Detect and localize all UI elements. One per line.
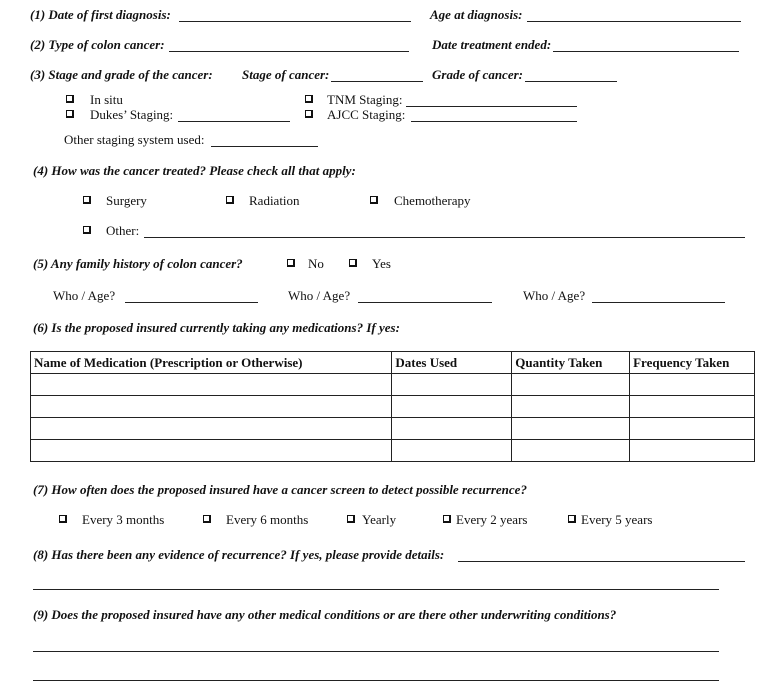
table-cell[interactable]: [31, 396, 392, 418]
surgery-label: Surgery: [106, 193, 147, 208]
dukes-staging-label: Dukes’ Staging:: [90, 107, 174, 122]
surgery-checkbox[interactable]: [83, 196, 91, 204]
every-3-months-checkbox[interactable]: [59, 515, 67, 523]
who-age-field-3[interactable]: [592, 302, 725, 303]
date-treatment-ended-label: Date treatment ended:: [432, 37, 552, 52]
who-age-label-3: Who / Age?: [523, 288, 586, 303]
table-cell[interactable]: [630, 418, 755, 440]
table-cell[interactable]: [392, 440, 512, 462]
medications-table: [30, 351, 755, 462]
table-header-row: [31, 352, 755, 374]
date-treatment-ended-field[interactable]: [553, 51, 739, 52]
recurrence-question: (8) Has there been any evidence of recurrence? If yes, please provide details:: [33, 547, 445, 562]
dukes-staging-checkbox[interactable]: [66, 110, 74, 118]
table-cell[interactable]: [31, 418, 392, 440]
radiation-label: Radiation: [249, 193, 300, 208]
other-conditions-question: (9) Does the proposed insured have any other medical conditions or are there other underwriting conditions?: [33, 607, 617, 622]
screening-question: (7) How often does the proposed insured have a cancer screen to detect possible recurrence?: [33, 482, 527, 497]
table-cell[interactable]: [512, 418, 630, 440]
radiation-checkbox[interactable]: [226, 196, 234, 204]
family-history-yes-label: Yes: [372, 256, 391, 271]
table-cell[interactable]: [630, 396, 755, 418]
yearly-checkbox[interactable]: [347, 515, 355, 523]
other-staging-label: Other staging system used:: [64, 132, 205, 147]
chemotherapy-label: Chemotherapy: [394, 193, 471, 208]
ajcc-staging-checkbox[interactable]: [305, 110, 313, 118]
every-2-years-checkbox[interactable]: [443, 515, 451, 523]
column-header: Dates Used: [392, 352, 512, 374]
family-history-question: (5) Any family history of colon cancer?: [33, 256, 243, 271]
table-cell[interactable]: [31, 374, 392, 396]
column-header: Frequency Taken: [630, 352, 755, 374]
table-cell[interactable]: [392, 396, 512, 418]
ajcc-staging-field[interactable]: [411, 121, 577, 122]
other-treatment-label: Other:: [106, 223, 140, 238]
every-5-years-checkbox[interactable]: [568, 515, 576, 523]
every-6-months-label: Every 6 months: [226, 512, 309, 527]
date-first-diagnosis-label: (1) Date of first diagnosis:: [30, 7, 171, 22]
every-6-months-checkbox[interactable]: [203, 515, 211, 523]
table-row: [31, 374, 755, 396]
treatment-question: (4) How was the cancer treated? Please check all that apply:: [33, 163, 356, 178]
table-cell[interactable]: [512, 396, 630, 418]
every-5-years-label: Every 5 years: [581, 512, 653, 527]
table-cell[interactable]: [630, 374, 755, 396]
cancer-type-field[interactable]: [169, 51, 409, 52]
column-header: Name of Medication (Prescription or Otherwise): [31, 352, 392, 374]
age-at-diagnosis-field[interactable]: [527, 21, 741, 22]
stage-field[interactable]: [331, 81, 423, 82]
table-cell[interactable]: [630, 440, 755, 462]
every-2-years-label: Every 2 years: [456, 512, 528, 527]
grade-label: Grade of cancer:: [432, 67, 523, 82]
age-at-diagnosis-label: Age at diagnosis:: [430, 7, 523, 22]
table-row: [31, 418, 755, 440]
date-first-diagnosis-field[interactable]: [179, 21, 411, 22]
in-situ-checkbox[interactable]: [66, 95, 74, 103]
who-age-field-1[interactable]: [125, 302, 258, 303]
chemotherapy-checkbox[interactable]: [370, 196, 378, 204]
tnm-staging-field[interactable]: [406, 106, 577, 107]
in-situ-label: In situ: [90, 92, 123, 107]
recurrence-details-field[interactable]: [458, 561, 745, 562]
table-row: [31, 440, 755, 462]
other-treatment-field[interactable]: [144, 237, 745, 238]
table-cell[interactable]: [392, 374, 512, 396]
grade-field[interactable]: [525, 81, 617, 82]
other-staging-field[interactable]: [211, 146, 318, 147]
stage-label: Stage of cancer:: [242, 67, 330, 82]
who-age-label-1: Who / Age?: [53, 288, 116, 303]
tnm-staging-label: TNM Staging:: [327, 92, 403, 107]
table-cell[interactable]: [512, 440, 630, 462]
other-conditions-line-1[interactable]: [33, 651, 719, 652]
ajcc-staging-label: AJCC Staging:: [327, 107, 406, 122]
family-history-no-label: No: [308, 256, 324, 271]
who-age-label-2: Who / Age?: [288, 288, 351, 303]
who-age-field-2[interactable]: [358, 302, 492, 303]
cancer-type-label: (2) Type of colon cancer:: [30, 37, 165, 52]
yearly-label: Yearly: [362, 512, 397, 527]
dukes-staging-field[interactable]: [178, 121, 290, 122]
table-cell[interactable]: [512, 374, 630, 396]
family-history-no-checkbox[interactable]: [287, 259, 295, 267]
other-treatment-checkbox[interactable]: [83, 226, 91, 234]
tnm-staging-checkbox[interactable]: [305, 95, 313, 103]
family-history-yes-checkbox[interactable]: [349, 259, 357, 267]
medications-question: (6) Is the proposed insured currently taking any medications? If yes:: [33, 320, 400, 335]
stage-grade-label: (3) Stage and grade of the cancer:: [30, 67, 213, 82]
other-conditions-line-2[interactable]: [33, 680, 719, 681]
column-header: Quantity Taken: [512, 352, 630, 374]
table-row: [31, 396, 755, 418]
table-cell[interactable]: [31, 440, 392, 462]
table-cell[interactable]: [392, 418, 512, 440]
every-3-months-label: Every 3 months: [82, 512, 165, 527]
recurrence-details-line[interactable]: [33, 589, 719, 590]
